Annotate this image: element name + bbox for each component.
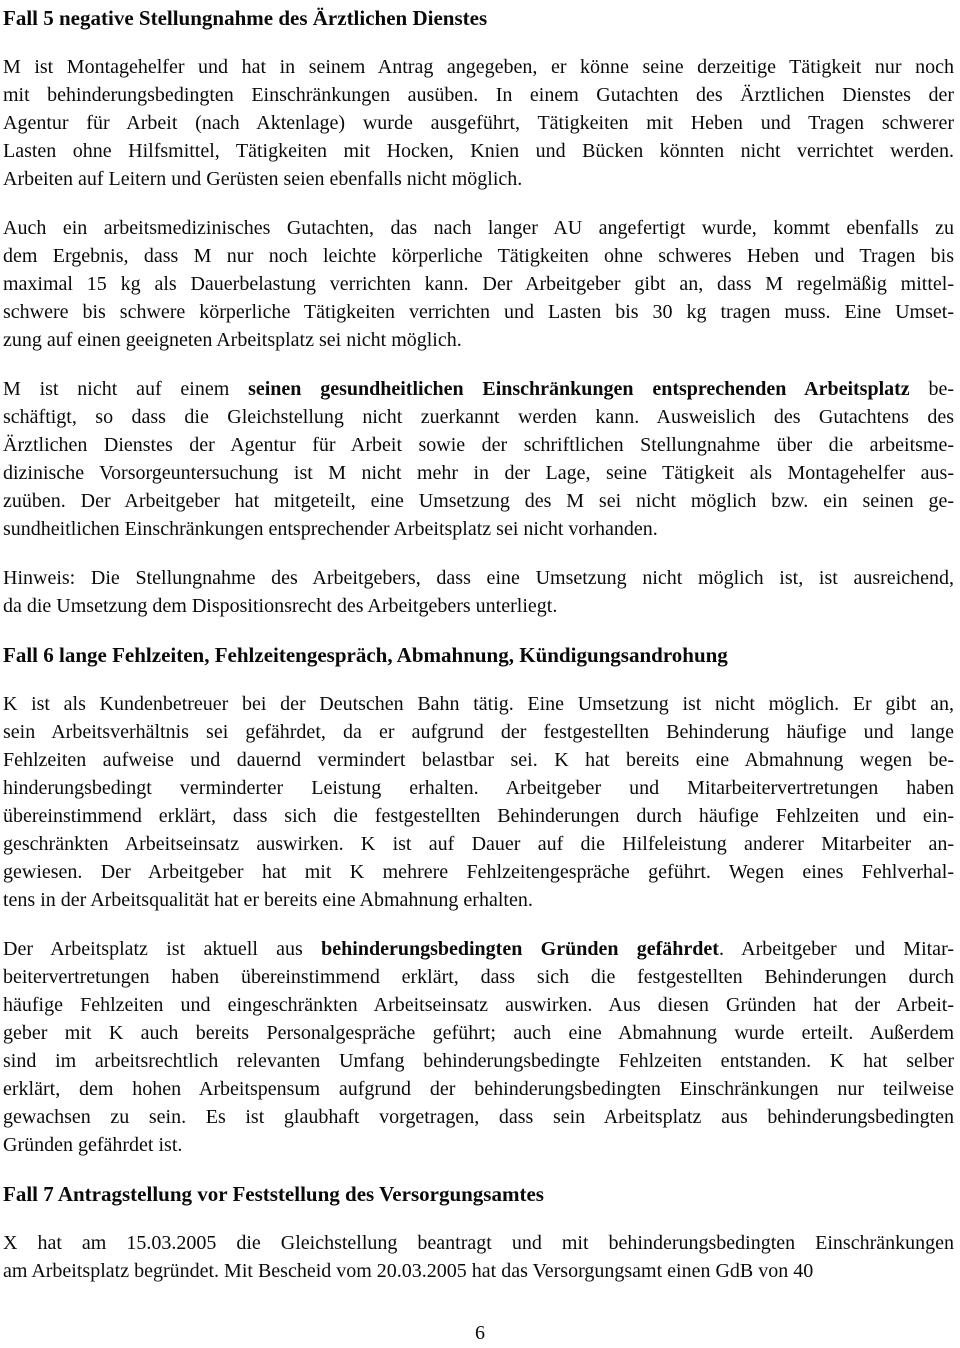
text-run: beitervertretungen haben übereinstimmend erklärt, dass sich die festgestellten Behinderungen durch xyxy=(3,966,954,988)
text-run: erklärt, dem hohen Arbeitspensum aufgrund der behinderungsbedingten Einschränkungen nur teilweise xyxy=(3,1078,954,1100)
text-line xyxy=(3,858,954,886)
text-run: Auch ein arbeitsmedizinisches Gutachten, das nach langer AU angefertigt wurde, kommt ebenfalls zu xyxy=(3,217,954,239)
paragraph xyxy=(3,53,954,193)
text-line xyxy=(3,515,954,543)
section-heading: Fall 6 lange Fehlzeiten, Fehlzeitengespräch, Abmahnung, Kündigungsandrohung xyxy=(3,643,728,667)
text-run: übereinstimmend erklärt, dass sich die festgestellten Behinderungen durch häufige Fehlzeiten und ein- xyxy=(3,805,954,827)
section-heading: Fall 7 Antragstellung vor Feststellung des Versorgungsamtes xyxy=(3,1182,544,1206)
text-line xyxy=(3,137,954,165)
text-run: am Arbeitsplatz begründet. Mit Bescheid vom 20.03.2005 hat das Versorgungsamt einen GdB von 40 xyxy=(3,1260,814,1282)
text-line xyxy=(3,431,954,459)
paragraph xyxy=(3,935,954,1159)
text-run: hinderungsbedingt verminderter Leistung erhalten. Arbeitgeber und Mitarbeitervertretungen haben xyxy=(3,777,954,799)
paragraph xyxy=(3,564,954,620)
paragraph xyxy=(3,375,954,543)
bold-text-run: seinen gesundheitlichen Einschränkungen entsprechenden Arbeitsplatz xyxy=(248,378,910,400)
text-line xyxy=(3,459,954,487)
text-run: dizinische Vorsorgeuntersuchung ist M nicht mehr in der Lage, seine Tätigkeit als Montagehelfer aus- xyxy=(3,462,954,484)
text-run: geschränkten Arbeitseinsatz auswirken. K ist auf Dauer auf die Hilfeleistung anderer Mitarbeiter an- xyxy=(3,833,954,855)
text-run: da die Umsetzung dem Dispositionsrecht des Arbeitgebers unterliegt. xyxy=(3,595,558,617)
paragraph xyxy=(3,1229,954,1285)
text-line xyxy=(3,935,954,963)
text-run: M ist Montagehelfer und hat in seinem Antrag angegeben, er könne seine derzeitige Tätigkeit nur noch xyxy=(3,56,954,78)
document-content xyxy=(3,4,954,1285)
text-run: sundheitlichen Einschränkungen entsprechender Arbeitsplatz sei nicht vorhanden. xyxy=(3,518,658,540)
text-line xyxy=(3,1103,954,1131)
text-line xyxy=(3,1229,954,1257)
text-run: Hinweis: Die Stellungnahme des Arbeitgebers, dass eine Umsetzung nicht möglich ist, ist ausreichend, xyxy=(3,567,954,589)
text-run: zuüben. Der Arbeitgeber hat mitgeteilt, eine Umsetzung des M sei nicht möglich bzw. ein seinen ge- xyxy=(3,490,954,512)
text-line xyxy=(3,1131,954,1159)
text-run: be- xyxy=(909,378,955,400)
text-run: gewachsen zu sein. Es ist glaubhaft vorgetragen, dass sein Arbeitsplatz aus behinderungsbedingten xyxy=(3,1106,954,1128)
text-run: geber mit K auch bereits Personalgespräche geführt; auch eine Abmahnung wurde erteilt. Außerdem xyxy=(3,1022,954,1044)
text-line xyxy=(3,1047,954,1075)
text-run: Gründen gefährdet ist. xyxy=(3,1134,183,1156)
text-run: schwere bis schwere körperliche Tätigkeiten verrichten und Lasten bis 30 kg tragen muss. Eine Umset- xyxy=(3,301,954,323)
text-line xyxy=(3,746,954,774)
text-line xyxy=(3,1019,954,1047)
text-run: häufige Fehlzeiten und eingeschränkten Arbeitseinsatz auswirken. Aus diesen Gründen hat der Arbeit- xyxy=(3,994,954,1016)
text-line xyxy=(3,963,954,991)
text-line xyxy=(3,165,954,193)
text-run: sein Arbeitsverhältnis sei gefährdet, da er aufgrund der festgestellten Behinderung häufige und lange xyxy=(3,721,954,743)
text-line xyxy=(3,403,954,431)
text-line xyxy=(3,53,954,81)
text-run: Fehlzeiten aufweise und dauernd vermindert belastbar sei. K hat bereits eine Abmahnung wegen be- xyxy=(3,749,954,771)
text-line xyxy=(3,564,954,592)
text-line xyxy=(3,270,954,298)
text-line xyxy=(3,81,954,109)
section-heading: Fall 5 negative Stellungnahme des Ärztlichen Dienstes xyxy=(3,6,488,30)
text-run: M ist nicht auf einem xyxy=(3,378,249,400)
text-line xyxy=(3,886,954,914)
text-line xyxy=(3,242,954,270)
text-line xyxy=(3,690,954,718)
text-line xyxy=(3,326,954,354)
text-run: . Arbeitgeber und Mitar- xyxy=(718,938,954,960)
text-run: sind im arbeitsrechtlich relevanten Umfang behinderungsbedingte Fehlzeiten entstanden. K hat selber xyxy=(3,1050,954,1072)
text-run: K ist als Kundenbetreuer bei der Deutschen Bahn tätig. Eine Umsetzung ist nicht möglich. Er gibt an, xyxy=(3,693,954,715)
text-run: Arbeiten auf Leitern und Gerüsten seien ebenfalls nicht möglich. xyxy=(3,168,523,190)
text-line xyxy=(3,774,954,802)
text-line xyxy=(3,214,954,242)
text-run: mit behinderungsbedingten Einschränkungen ausüben. In einem Gutachten des Ärztlichen Dienstes der xyxy=(3,84,954,106)
text-line xyxy=(3,718,954,746)
text-line xyxy=(3,487,954,515)
text-run: Lasten ohne Hilfsmittel, Tätigkeiten mit Hocken, Knien und Bücken könnten nicht verrichtet werden. xyxy=(3,140,954,162)
text-run: maximal 15 kg als Dauerbelastung verrichten kann. Der Arbeitgeber gibt an, dass M regelmäßig mittel- xyxy=(3,273,954,295)
text-line xyxy=(3,991,954,1019)
bold-text-run: behinderungsbedingten Gründen gefährdet xyxy=(321,938,719,960)
text-line xyxy=(3,592,954,620)
text-line xyxy=(3,375,954,403)
text-run: Ärztlichen Dienstes der Agentur für Arbeit sowie der schriftlichen Stellungnahme über die arbeitsme- xyxy=(3,434,954,456)
paragraph xyxy=(3,690,954,914)
text-line xyxy=(3,1075,954,1103)
text-run: dem Ergebnis, dass M nur noch leichte körperliche Tätigkeiten ohne schweres Heben und Tragen bis xyxy=(3,245,954,267)
text-run: gewiesen. Der Arbeitgeber hat mit K mehrere Fehlzeitengespräche geführt. Wegen eines Fehlverhal- xyxy=(3,861,954,883)
text-run: X hat am 15.03.2005 die Gleichstellung beantragt und mit behinderungsbedingten Einschränkungen xyxy=(3,1232,954,1254)
page-number: 6 xyxy=(475,1322,485,1344)
paragraph xyxy=(3,214,954,354)
text-run: Der Arbeitsplatz ist aktuell aus xyxy=(3,938,322,960)
text-line xyxy=(3,1257,954,1285)
text-line xyxy=(3,830,954,858)
text-run: tens in der Arbeitsqualität hat er bereits eine Abmahnung erhalten. xyxy=(3,889,533,911)
text-run: Agentur für Arbeit (nach Aktenlage) wurde ausgeführt, Tätigkeiten mit Heben und Tragen schwerer xyxy=(3,112,954,134)
text-line xyxy=(3,109,954,137)
text-run: zung auf einen geeigneten Arbeitsplatz sei nicht möglich. xyxy=(3,329,462,351)
text-line xyxy=(3,802,954,830)
text-run: schäftigt, so dass die Gleichstellung nicht zuerkannt werden kann. Ausweislich des Gutachtens des xyxy=(3,406,954,428)
text-line xyxy=(3,298,954,326)
